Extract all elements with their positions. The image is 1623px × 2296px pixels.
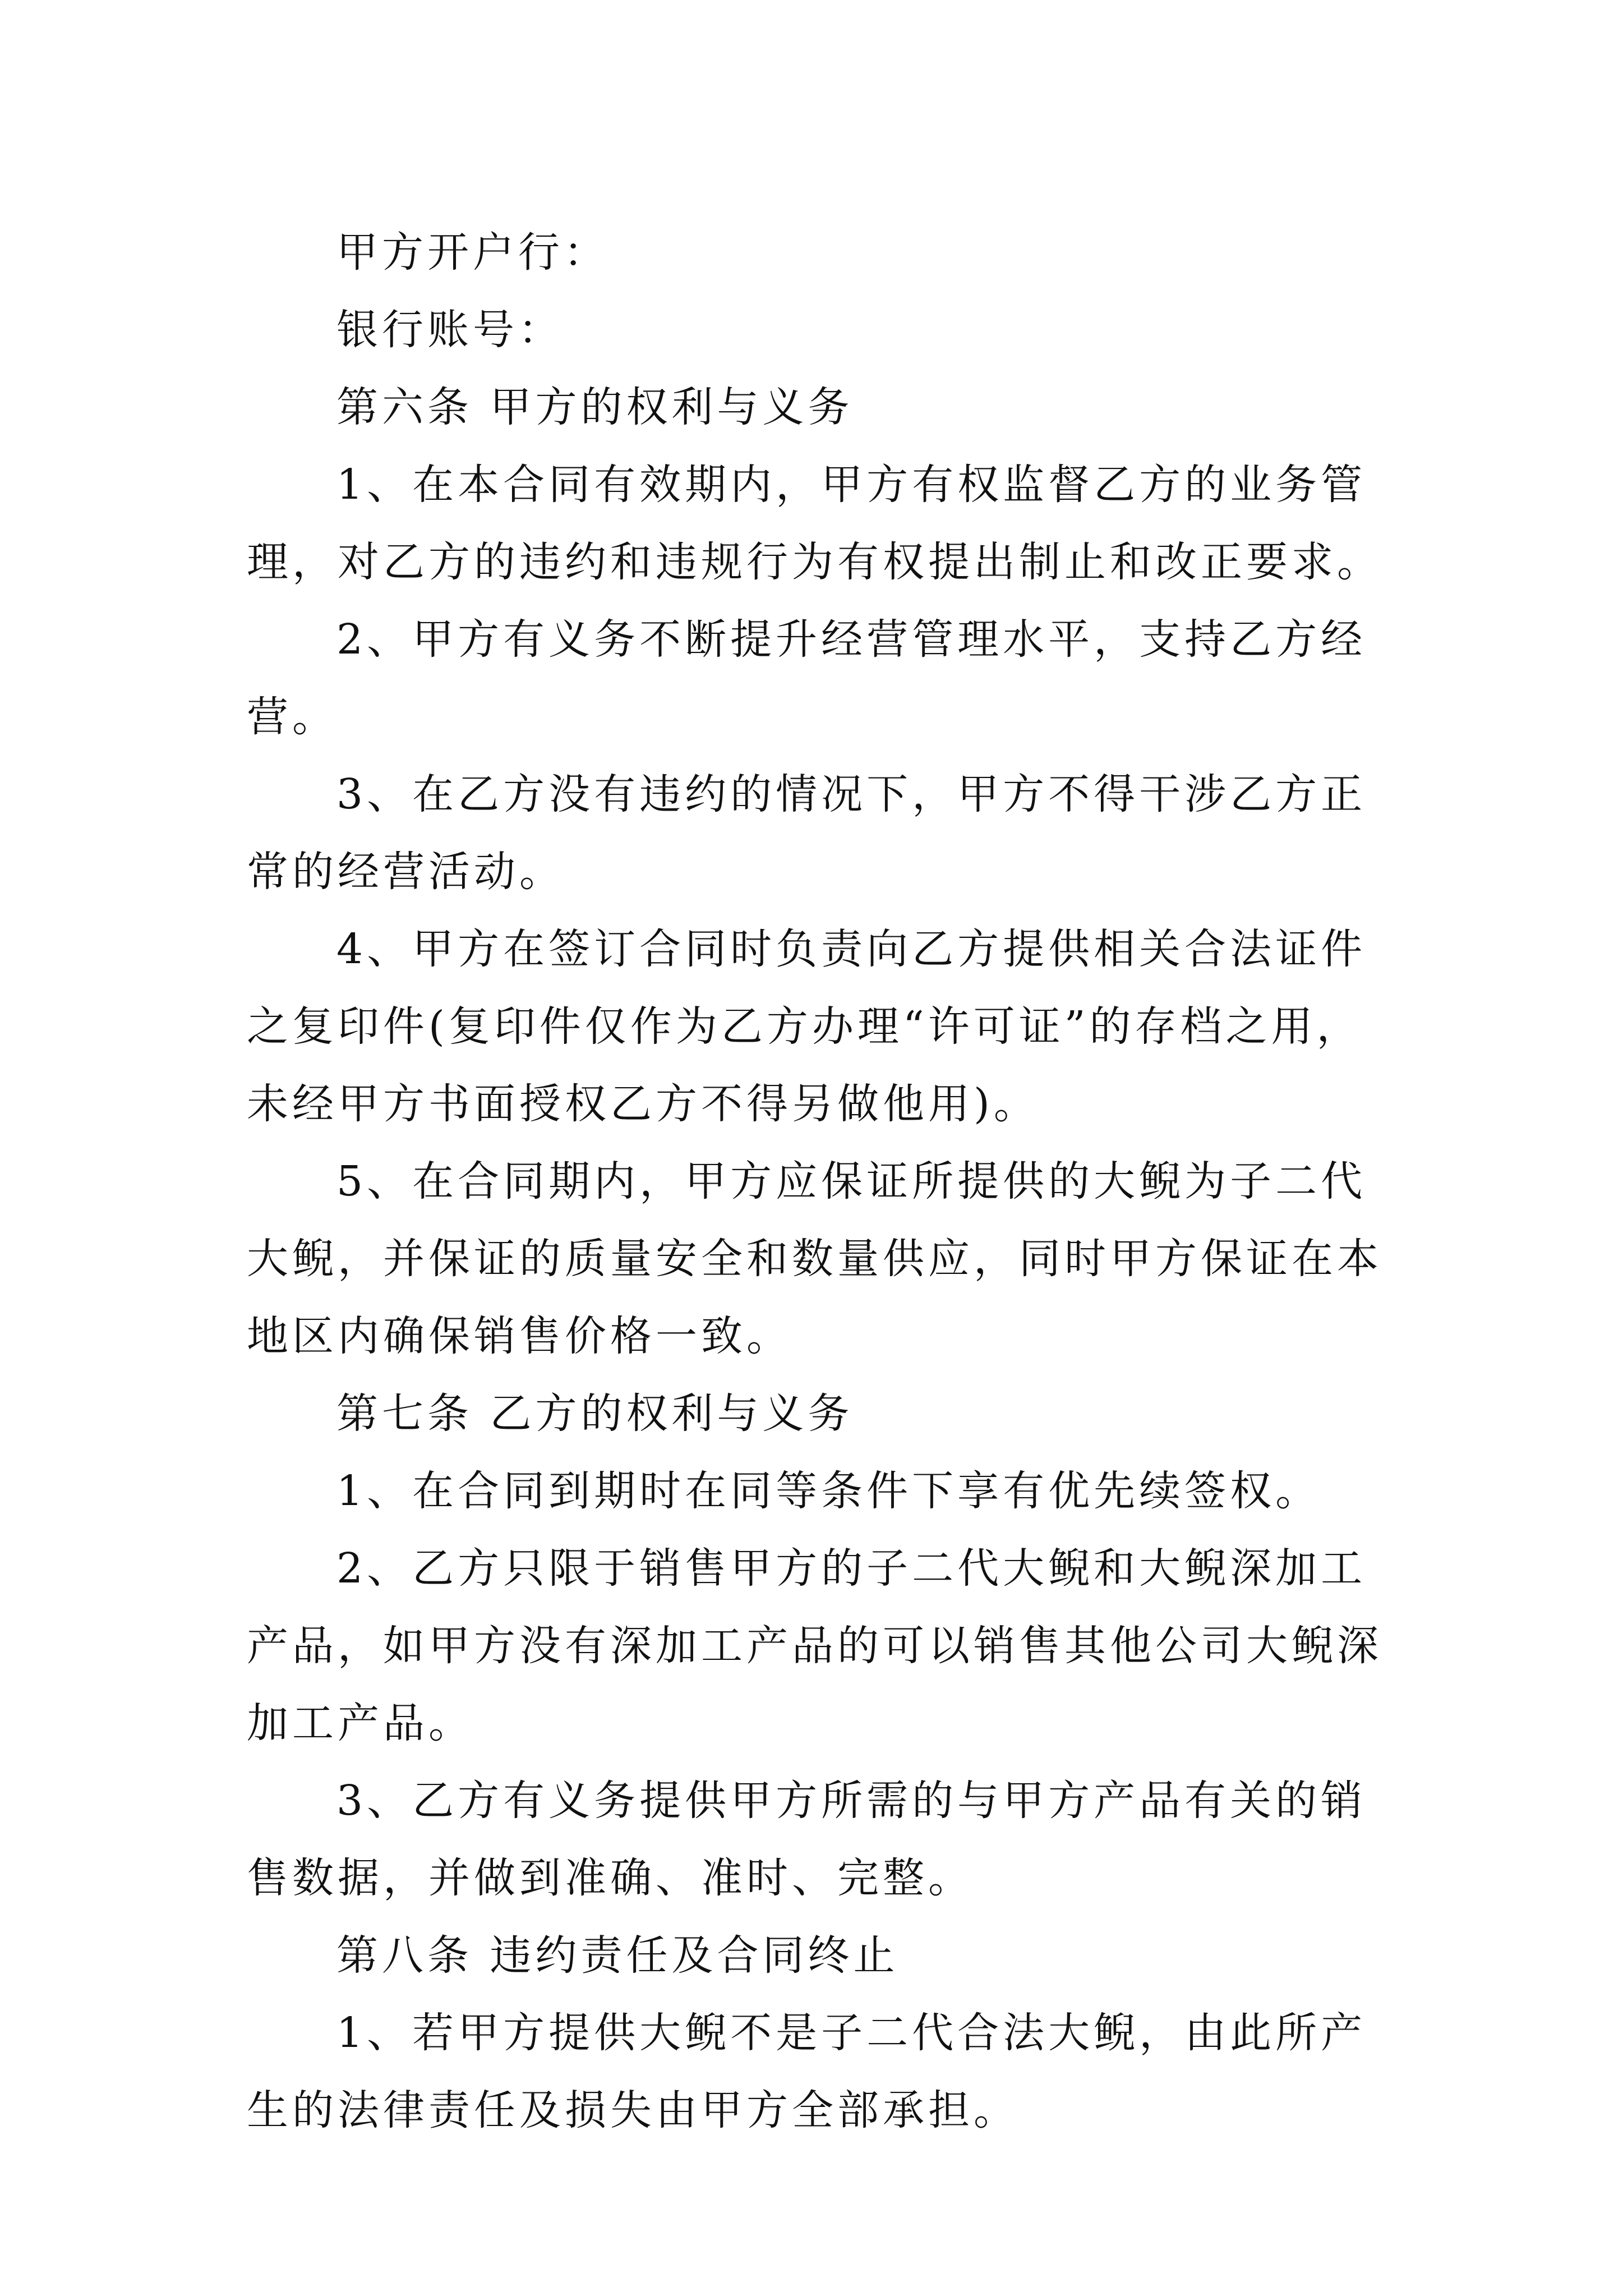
article-7-clause-2: 2、乙方只限于销售甲方的子二代大鲵和大鲵深加工产品，如甲方没有深加工产品的可以销售其他公司大鲵深加工产品。 bbox=[247, 1544, 1382, 1747]
article-8-heading: 第八条 违约责任及合同终止 bbox=[336, 1931, 899, 1980]
document-body bbox=[247, 214, 1391, 2149]
bank-name-line: 甲方开户行： bbox=[336, 228, 609, 277]
article-7-clause-3: 3、乙方有义务提供甲方所需的与甲方产品有关的销售数据，并做到准确、准时、完整。 bbox=[247, 1777, 1367, 1902]
article-6-clause-5: 5、在合同期内，甲方应保证所提供的大鲵为子二代大鲵，并保证的质量安全和数量供应，同时甲方保证在本地区内确保销售价格一致。 bbox=[247, 1157, 1382, 1360]
article-6-clause-3: 3、在乙方没有违约的情况下，甲方不得干涉乙方正常的经营活动。 bbox=[247, 770, 1367, 896]
article-6-clause-1: 1、在本合同有效期内，甲方有权监督乙方的业务管理，对乙方的违约和违规行为有权提出制止和改正要求。 bbox=[247, 461, 1382, 586]
article-8-clause-1: 1、若甲方提供大鲵不是子二代合法大鲵，由此所产生的法律责任及损失由甲方全部承担。 bbox=[247, 2009, 1367, 2134]
article-6-clause-2: 2、甲方有义务不断提升经营管理水平，支持乙方经营。 bbox=[247, 615, 1367, 741]
bank-account-line: 银行账号： bbox=[336, 306, 564, 354]
article-7-clause-1: 1、在合同到期时在同等条件下享有优先续签权。 bbox=[336, 1467, 1321, 1515]
article-6-heading: 第六条 甲方的权利与义务 bbox=[336, 383, 854, 431]
article-6-clause-4: 4、甲方在签订合同时负责向乙方提供相关合法证件之复印件(复印件仅作为乙方办理“许可证”的存档之用，未经甲方书面授权乙方不得另做他用)。 bbox=[247, 925, 1367, 1128]
article-7-heading: 第七条 乙方的权利与义务 bbox=[336, 1389, 854, 1438]
